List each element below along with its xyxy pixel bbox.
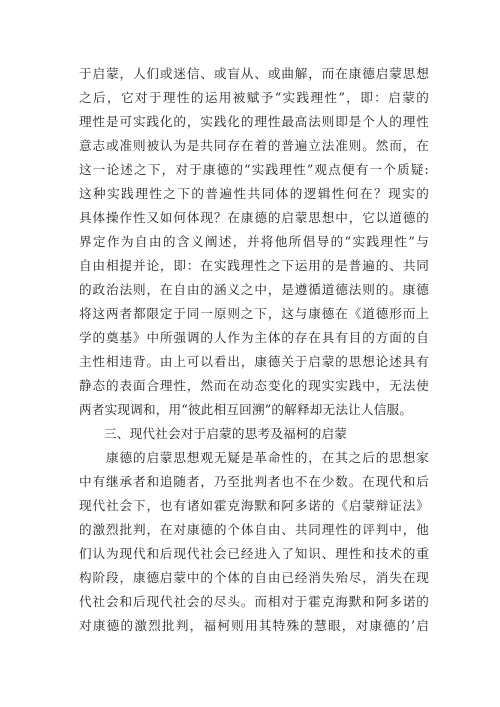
- paragraph-line: 的激烈批判，在对康德的个体自由、共同理性的评判中，他: [79, 522, 429, 537]
- paragraph-line: 主性相违背。由上可以看出，康德关于启蒙的思想论述具有: [79, 354, 429, 369]
- paragraph-line: 两者实现调和，用“彼此相互回溯”的解释却无法让人信服。: [79, 402, 413, 417]
- paragraph-line: 自由相提并论，即：在实践理性之下运用的是普遍的、共同: [79, 258, 429, 273]
- paragraph-line: 意志或准则被认为是共同存在着的普遍立法准则。然而，在: [79, 138, 429, 153]
- paragraph-line: 理性是可实践化的，实践化的理性最高法则即是个人的理性: [79, 114, 429, 129]
- paragraph-line: 对康德的激烈批判，福柯则用其特殊的慧眼，对康德的’启: [79, 618, 429, 633]
- paragraph-line: 代社会和后现代社会的尽头。而相对于霍克海默和阿多诺的: [79, 594, 429, 609]
- paragraph-line: 们认为现代和后现代社会已经进入了知识、理性和技术的重: [79, 546, 429, 561]
- paragraph-line: 构阶段，康德启蒙中的个体的自由已经消失殆尽，消失在现: [79, 570, 429, 585]
- paragraph-line: 这一论述之下，对于康德的“实践理性”观点便有一个质疑:: [79, 162, 429, 177]
- paragraph-line: 之后，它对于理性的运用被赋予“实践理性”，即：启蒙的: [79, 90, 429, 105]
- paragraph-line: 于启蒙，人们或迷信、或盲从、或曲解，而在康德启蒙思想: [79, 66, 429, 81]
- paragraph-line: 具体操作性又如何体现？在康德的启蒙思想中，它以道德的: [79, 210, 429, 225]
- paragraph-line: 界定作为自由的含义阐述，并将他所倡导的“实践理性”与: [79, 234, 429, 249]
- paragraph-line: 现代社会下，也有诸如霍克海默和阿多诺的《启蒙辩证法》: [79, 498, 429, 513]
- paragraph-line: 将这两者都限定于同一原则之下，这与康德在《道德形而上: [79, 306, 429, 321]
- paragraph-line: 学的奠基》中所强调的人作为主体的存在具有目的方面的自: [79, 330, 429, 345]
- paragraph-line: 静态的表面合理性，然而在动态变化的现实实践中，无法使: [79, 378, 429, 393]
- paragraph-line: 这种实践理性之下的普遍性共同体的逻辑性何在？现实的: [79, 186, 429, 201]
- section-heading: 三、现代社会对于启蒙的思考及福柯的启蒙: [104, 426, 348, 441]
- paragraph-line: 的政治法则，在自由的涵义之中，是遵循道德法则的。康德: [79, 282, 429, 297]
- paragraph-line: 中有继承者和追随者，乃至批判者也不在少数。在现代和后: [79, 474, 429, 489]
- document-page: [79, 62, 429, 638]
- paragraph-line: 康德的启蒙思想观无疑是革命性的，在其之后的思想家: [79, 450, 429, 465]
